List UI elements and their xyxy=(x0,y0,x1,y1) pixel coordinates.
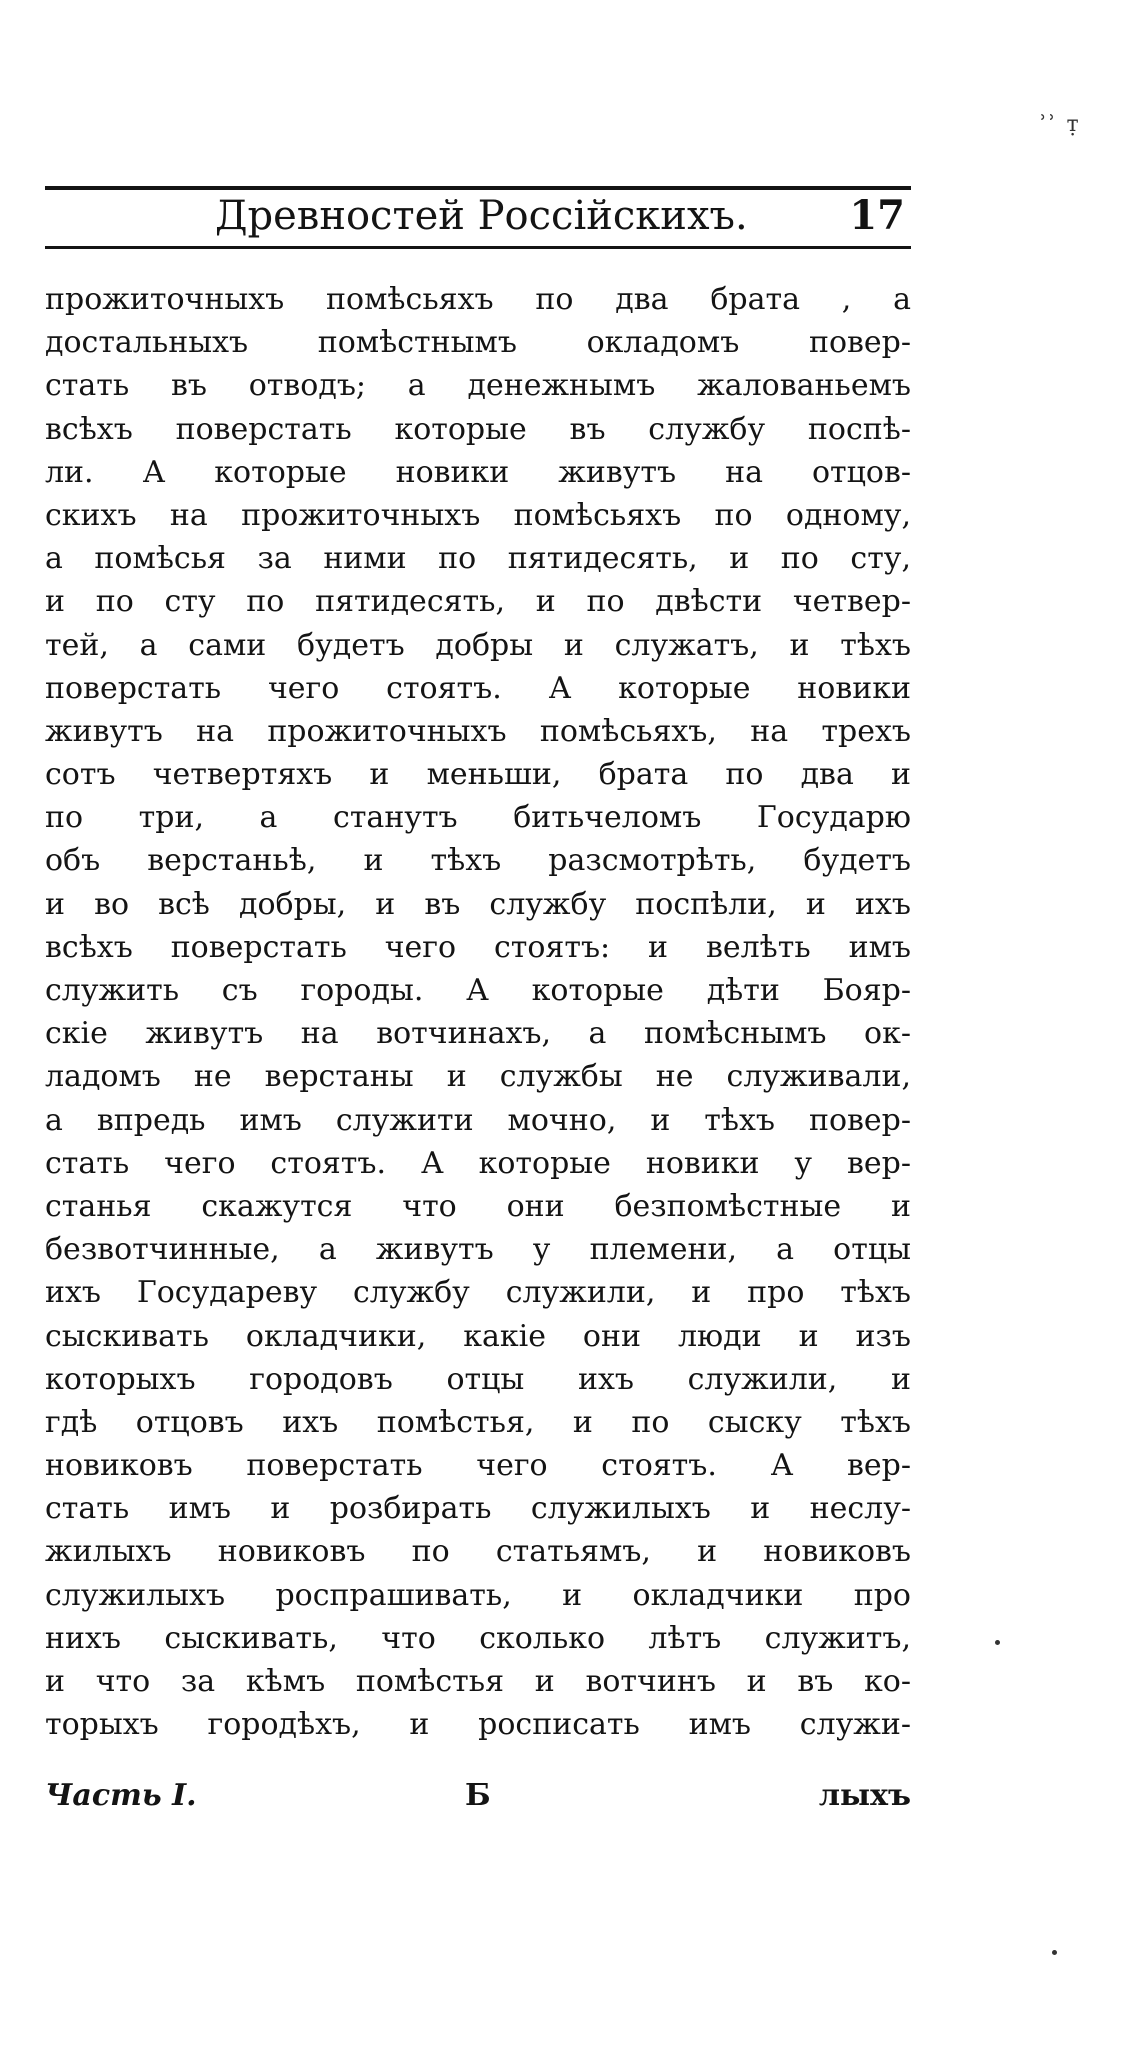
text-line: сыскивать окладчики, какіе они люди и изъ xyxy=(45,1318,911,1354)
text-line: торыхъ городѣхъ, и росписать имъ служи- xyxy=(45,1707,911,1743)
body-text xyxy=(45,278,911,1746)
text-line: а помѣсья за ними по пятидесять, и по сту, xyxy=(45,541,911,577)
text-line: ихъ Государеву службу служили, и про тѣхъ xyxy=(45,1275,911,1311)
text-line: а впредь имъ служити мочно, и тѣхъ повер- xyxy=(45,1102,911,1138)
text-line: ли. А которые новики живутъ на отцов- xyxy=(45,454,911,490)
text-line: стать имъ и розбирать служилыхъ и неслу- xyxy=(45,1491,911,1527)
text-line: всѣхъ поверстать чего стоятъ: и велѣть имъ xyxy=(45,929,911,965)
text-line: достальныхъ помѣстнымъ окладомъ повер- xyxy=(45,325,911,361)
catchword: лыхъ xyxy=(818,1778,911,1813)
text-line: прожиточныхъ помѣсьяхъ по два брата , а xyxy=(45,282,911,317)
text-line: безвотчинные, а живутъ у племени, а отцы xyxy=(45,1232,911,1268)
text-line: поверстать чего стоятъ. А которые новики xyxy=(45,670,911,706)
text-line: и по сту по пятидесять, и по двѣсти четвер- xyxy=(45,584,911,620)
corner-ink-mark: ʾʾ ᴛ̣ xyxy=(1040,112,1081,137)
text-line: и во всѣ добры, и въ службу поспѣли, и ихъ xyxy=(45,886,911,922)
signature-mark: Б xyxy=(465,1778,491,1813)
text-line: тей, а сами будетъ добры и служатъ, и тѣхъ xyxy=(45,627,911,663)
text-line: стать чего стоятъ. А которые новики у вер- xyxy=(45,1145,911,1181)
text-line: скихъ на прожиточныхъ помѣсьяхъ по одному, xyxy=(45,497,911,533)
text-line: служилыхъ роспрашивать, и окладчики про xyxy=(45,1577,911,1613)
text-line: скіе живутъ на вотчинахъ, а помѣснымъ ок- xyxy=(45,1016,911,1052)
part-marker: Часть I. xyxy=(45,1778,197,1813)
text-line: по три, а станутъ битьчеломъ Государю xyxy=(45,800,911,836)
page-number: 17 xyxy=(849,192,905,239)
text-line: гдѣ отцовъ ихъ помѣстья, и по сыску тѣхъ xyxy=(45,1404,911,1440)
text-line: служить съ городы. А которые дѣти Бояр- xyxy=(45,973,911,1008)
text-line: живутъ на прожиточныхъ помѣсьяхъ, на трехъ xyxy=(45,713,911,749)
text-line: ладомъ не верстаны и службы не служивали, xyxy=(45,1059,911,1095)
text-line: стать въ отводъ; а денежнымъ жалованьемъ xyxy=(45,368,911,404)
text-line: объ верстаньѣ, и тѣхъ разсмотрѣть, будетъ xyxy=(45,843,911,879)
stray-ink-dot xyxy=(995,1640,1000,1645)
text-line: и что за кѣмъ помѣстья и вотчинъ и въ ко- xyxy=(45,1664,911,1699)
text-line: которыхъ городовъ отцы ихъ служили, и xyxy=(45,1361,911,1397)
text-line: нихъ сыскивать, что сколько лѣтъ служитъ, xyxy=(45,1620,911,1656)
header-bottom-rule xyxy=(45,246,911,249)
text-line: новиковъ поверстать чего стоятъ. А вер- xyxy=(45,1448,911,1484)
running-title: Древностей Россійскихъ. xyxy=(215,193,748,239)
running-header xyxy=(45,176,911,254)
text-line: всѣхъ поверстать которые въ службу поспѣ- xyxy=(45,411,911,447)
stray-ink-dot xyxy=(1052,1950,1057,1955)
text-line: станья скажутся что они безпомѣстные и xyxy=(45,1188,911,1224)
text-line: жилыхъ новиковъ по статьямъ, и новиковъ xyxy=(45,1534,911,1570)
text-line: сотъ четвертяхъ и меньши, брата по два и xyxy=(45,757,911,793)
page-footer xyxy=(45,1774,911,1818)
